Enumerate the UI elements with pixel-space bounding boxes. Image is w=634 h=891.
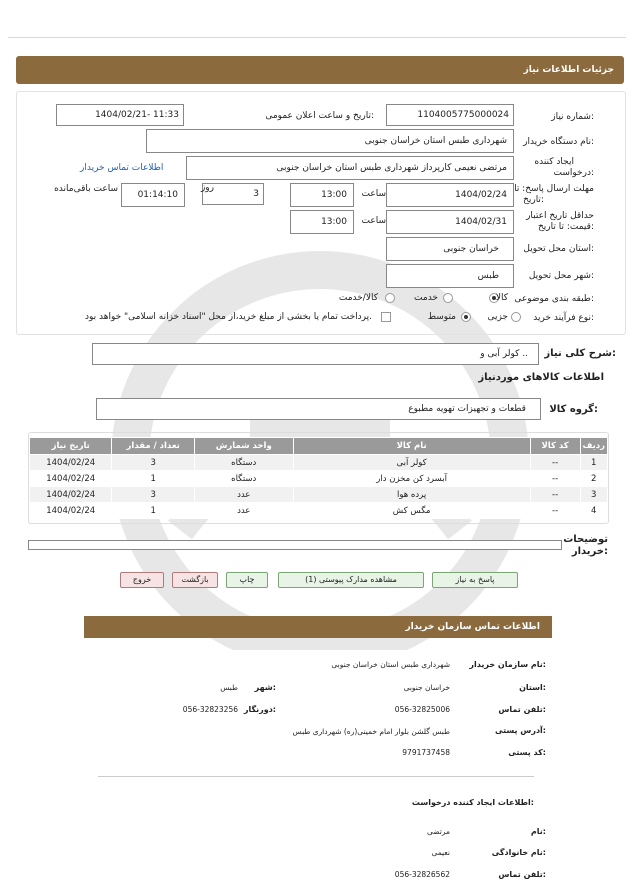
table-header-row [30, 438, 608, 455]
announce-field: 1404/02/21- 11:33 [56, 104, 184, 126]
creator-info-title: اطلاعات ایجاد کننده درخواست: [411, 798, 534, 807]
creator-field: مرتضی نعیمی کارپرداز شهرداری طبس استان خراسان جنوبی [186, 156, 514, 180]
cell-row: 2 [580, 471, 607, 487]
print-button[interactable]: چاپ [226, 572, 268, 588]
items-table [29, 437, 608, 519]
need-number-field: 1104005775000024 [386, 104, 514, 126]
contact-header [84, 616, 552, 638]
creator-last-name-label: نام خانوادگی: [491, 848, 546, 857]
page-title: جزئیات اطلاعات نیاز [523, 65, 614, 75]
buyer-notes-label-2: خریدار: [571, 546, 608, 557]
cell-quantity: 1 [112, 471, 194, 487]
cell-name: آبسرد کن مخزن دار [293, 471, 530, 487]
category-radio-both[interactable] [385, 293, 395, 303]
buyer-notes-field [28, 540, 562, 550]
contact-fax-label: دورنگار: [243, 705, 276, 714]
price-deadline-label: حداقل تاریخ اعتبار [526, 211, 594, 221]
creator-phone-label: تلفن تماس: [498, 870, 546, 879]
reply-deadline-label-2: تاریخ: [523, 195, 544, 205]
category-label: طبقه بندی موضوعی: [514, 294, 594, 304]
contact-fax: 056-32823256 [182, 705, 238, 714]
contact-divider [98, 776, 534, 777]
cell-code: -- [530, 471, 580, 487]
cell-code: -- [530, 455, 580, 471]
province-field: خراسان جنوبی [386, 237, 514, 261]
creator-last-name: نعیمی [431, 848, 450, 857]
creator-first-name-label: نام: [530, 827, 546, 836]
top-divider [8, 37, 626, 38]
announce-label: تاریخ و ساعت اعلان عمومی: [265, 111, 374, 121]
contact-province-label: استان: [519, 683, 546, 692]
goods-group-field: قطعات و تجهیزات تهویه مطبوع [96, 398, 541, 420]
reply-time-label: ساعت [361, 189, 386, 199]
treasury-payment-checkbox[interactable] [381, 312, 391, 322]
col-unit: واحد شمارش [194, 438, 293, 455]
cell-date: 1404/02/24 [30, 503, 112, 519]
table-row [30, 455, 608, 471]
cell-date: 1404/02/24 [30, 455, 112, 471]
city-label: شهر محل تحویل: [528, 271, 594, 281]
process-radio-minor[interactable] [511, 312, 521, 322]
contact-address-label: آدرس پستی: [495, 726, 546, 735]
price-time-label: ساعت [361, 216, 386, 226]
reply-deadline-label: مهلت ارسال پاسخ: تا [514, 184, 594, 194]
need-number-label: شماره نیاز: [551, 112, 594, 122]
contact-org-label: نام سازمان خریدار: [469, 660, 546, 669]
items-table-wrapper [28, 432, 609, 524]
creator-first-name: مرتضی [427, 827, 450, 836]
cell-name: پرده هوا [293, 487, 530, 503]
process-option-medium: متوسط [427, 312, 456, 322]
reply-button[interactable]: پاسخ به نیاز [432, 572, 518, 588]
cell-quantity: 3 [112, 455, 194, 471]
city-field: طبس [386, 264, 514, 288]
cell-date: 1404/02/24 [30, 471, 112, 487]
cell-unit: دستگاه [194, 455, 293, 471]
col-quantity: تعداد / مقدار [112, 438, 194, 455]
category-option-both: کالا/خدمت [338, 293, 378, 303]
remaining-label: ساعت باقی‌مانده [54, 184, 118, 194]
table-row [30, 503, 608, 519]
payment-note: پرداخت تمام یا بخشی از مبلغ خرید،از محل "اسناد خزانه اسلامی" خواهد بود. [84, 312, 372, 322]
cell-date: 1404/02/24 [30, 487, 112, 503]
page-header [16, 56, 624, 84]
days-field: 3 [202, 183, 264, 205]
province-label: استان محل تحویل: [523, 244, 594, 254]
remaining-time-field: 01:14:10 [121, 183, 185, 207]
category-option-service: خدمت [414, 293, 438, 303]
contact-city-label: شهر: [254, 683, 276, 692]
buyer-org-label: نام دستگاه خریدار: [523, 137, 594, 147]
category-option-goods: کالا [495, 293, 508, 303]
contact-org: شهرداری طبس استان خراسان جنوبی [331, 660, 450, 669]
back-button[interactable]: بازگشت [172, 572, 218, 588]
reply-time-field: 13:00 [290, 183, 354, 207]
buyer-notes-label: توضیحات [563, 534, 608, 545]
creator-label-2: درخواست: [553, 168, 594, 178]
price-time-field: 13:00 [290, 210, 354, 234]
price-deadline-label-2: قیمت: تا تاریخ: [537, 222, 594, 232]
cell-code: -- [530, 503, 580, 519]
process-option-minor: جزیی [487, 312, 508, 322]
cell-name: کولر آبی [293, 455, 530, 471]
goods-group-label: گروه کالا: [549, 404, 598, 415]
reply-date-field: 1404/02/24 [386, 183, 514, 207]
view-attachments-button[interactable]: مشاهده مدارک پیوستی (1) [278, 572, 424, 588]
contact-city: طبس [220, 683, 238, 692]
contact-phone: 056-32825006 [394, 705, 450, 714]
table-row [30, 487, 608, 503]
cell-row: 4 [580, 503, 607, 519]
contact-address: طبس گلشن بلوار امام خمینی(ره) شهرداری طبس [292, 727, 450, 736]
col-date: تاریخ نیاز [30, 438, 112, 455]
contact-title: اطلاعات تماس سازمان خریدار [405, 622, 540, 632]
buyer-org-field: شهرداری طبس استان خراسان جنوبی [146, 129, 514, 153]
summary-label: شرح کلی نیاز: [544, 348, 616, 359]
price-date-field: 1404/02/31 [386, 210, 514, 234]
creator-phone: 056-32826562 [394, 870, 450, 879]
col-row: ردیف [580, 438, 607, 455]
cell-row: 1 [580, 455, 607, 471]
goods-info-title: اطلاعات کالاهای موردنیاز [478, 372, 604, 383]
cell-name: مگس کش [293, 503, 530, 519]
buyer-contact-link[interactable]: اطلاعات تماس خریدار [80, 163, 164, 173]
cell-quantity: 1 [112, 503, 194, 519]
days-label: روز [200, 183, 214, 193]
process-radio-medium[interactable] [461, 312, 471, 322]
exit-button[interactable]: خروج [120, 572, 164, 588]
contact-postal: 9791737458 [402, 748, 450, 757]
cell-code: -- [530, 487, 580, 503]
cell-quantity: 3 [112, 487, 194, 503]
table-row [30, 471, 608, 487]
cell-row: 3 [580, 487, 607, 503]
col-name: نام کالا [293, 438, 530, 455]
cell-unit: دستگاه [194, 471, 293, 487]
contact-province: خراسان جنوبی [403, 683, 450, 692]
contact-phone-label: تلفن تماس: [498, 705, 546, 714]
creator-label: ایجاد کننده [534, 157, 574, 167]
process-label: نوع فرآیند خرید: [533, 313, 594, 323]
cell-unit: عدد [194, 487, 293, 503]
contact-postal-label: کد پستی: [508, 748, 546, 757]
category-radio-service[interactable] [443, 293, 453, 303]
summary-field: کولر آبی و .. [92, 343, 539, 365]
cell-unit: عدد [194, 503, 293, 519]
col-code: کد کالا [530, 438, 580, 455]
